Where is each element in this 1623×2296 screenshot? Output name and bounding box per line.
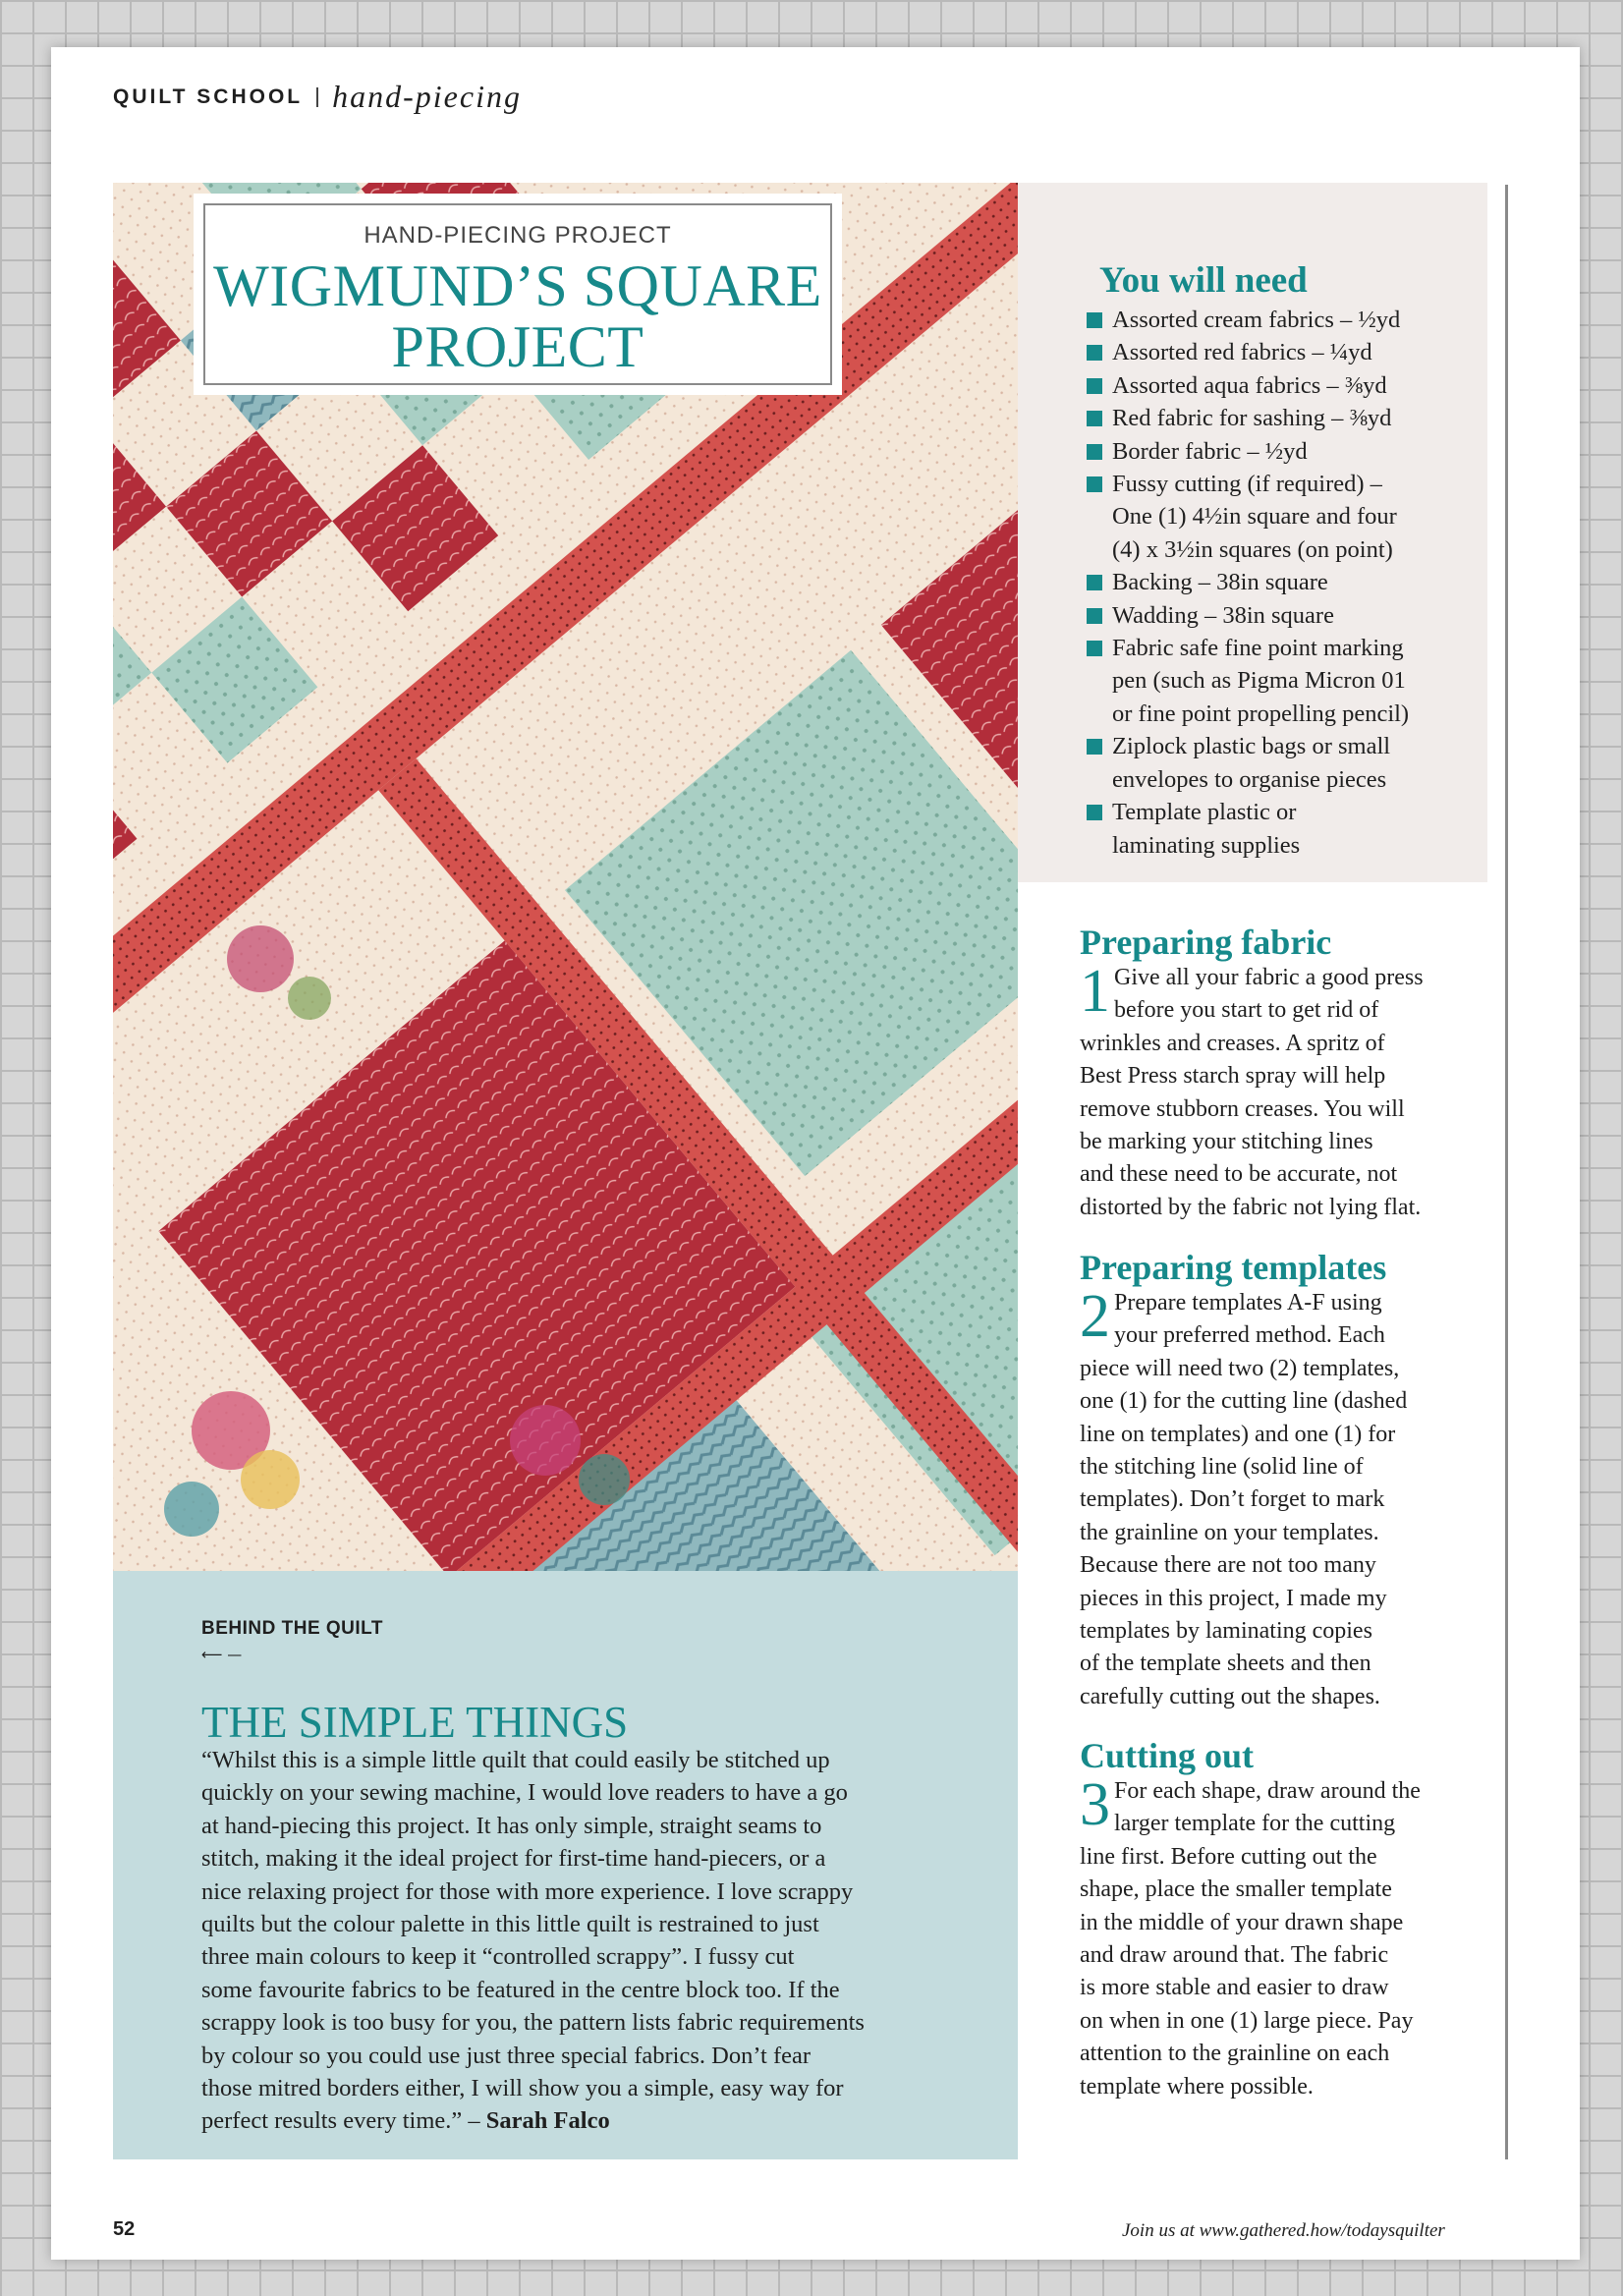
bullet-square-icon — [1087, 641, 1102, 656]
bullet-square-icon — [1087, 476, 1102, 492]
step-line: remove stubborn creases. You will — [1080, 1095, 1405, 1122]
step-line: be marking your stitching lines — [1080, 1129, 1373, 1155]
divider — [316, 87, 318, 107]
footer-url: Join us at www.gathered.how/todaysquilter — [1122, 2220, 1445, 2241]
material-line: Template plastic or — [1112, 799, 1297, 826]
behind-label: BEHIND THE QUILT — [201, 1618, 383, 1639]
material-line: laminating supplies — [1112, 831, 1301, 859]
bullet-square-icon — [1087, 345, 1102, 361]
step-text — [1080, 1771, 1492, 2103]
step-line: and these need to be accurate, not — [1080, 1161, 1398, 1188]
material-item — [1087, 304, 1480, 336]
material-item — [1087, 730, 1480, 796]
section-label: QUILT SCHOOL — [113, 84, 304, 108]
step-line: carefully cutting out the shapes. — [1080, 1683, 1380, 1709]
step-heading: Preparing templates — [1080, 1248, 1387, 1287]
step-text — [1080, 1283, 1492, 1713]
material-line: One (1) 4½in square and four — [1112, 503, 1397, 531]
quote-author: Sarah Falco — [485, 2107, 610, 2135]
quote-line — [201, 2104, 948, 2137]
material-item — [1087, 599, 1480, 632]
step-line: Best Press starch spray will help — [1080, 1063, 1386, 1090]
material-line: Assorted aqua fabrics – ⅜yd — [1112, 371, 1387, 399]
designer-quote — [201, 1744, 948, 2138]
materials-list — [1087, 304, 1480, 862]
quote-line: quickly on your sewing machine, I would love readers to have a go — [201, 1779, 848, 1807]
material-item — [1087, 435, 1480, 468]
step-line: Because there are not too many — [1080, 1552, 1376, 1579]
step-line: Give all your fabric a good press — [1114, 965, 1424, 990]
material-item — [1087, 336, 1480, 368]
quote-line: “Whilst this is a simple little quilt that could easily be stitched up — [201, 1747, 830, 1773]
step-line: is more stable and easier to draw — [1080, 1975, 1389, 2001]
quote-line: stitch, making it the ideal project for first-time hand-piecers, or a — [201, 1845, 826, 1873]
material-line: Red fabric for sashing – ⅜yd — [1112, 405, 1392, 432]
behind-the-quilt-panel — [113, 1571, 1018, 2159]
step-line: For each shape, draw around the — [1114, 1778, 1421, 1804]
step-number: 2 — [1080, 1283, 1110, 1350]
material-line: Assorted cream fabrics – ½yd — [1112, 307, 1401, 333]
step-line: larger template for the cutting — [1114, 1811, 1396, 1837]
behind-heading: THE SIMPLE THINGS — [201, 1698, 629, 1747]
step-line: in the middle of your drawn shape — [1080, 1909, 1404, 1935]
bullet-square-icon — [1087, 411, 1102, 426]
bullet-square-icon — [1087, 312, 1102, 328]
step-line: before you start to get rid of — [1114, 997, 1379, 1024]
step-line: Prepare templates A-F using — [1114, 1290, 1382, 1316]
step-section — [1080, 1736, 1492, 2103]
column-rule — [1505, 185, 1508, 2159]
bullet-square-icon — [1087, 608, 1102, 624]
step-section — [1080, 923, 1492, 1224]
step-line: line first. Before cutting out the — [1080, 1843, 1377, 1870]
material-line: (4) x 3½in squares (on point) — [1112, 535, 1393, 563]
step-line: on when in one (1) large piece. Pay — [1080, 2007, 1414, 2034]
bullet-square-icon — [1087, 444, 1102, 460]
step-number: 3 — [1080, 1771, 1110, 1838]
quote-line: nice relaxing project for those with more experience. I love scrappy — [201, 1877, 854, 1905]
step-line: attention to the grainline on each — [1080, 2041, 1390, 2067]
step-line: templates). Don’t forget to mark — [1080, 1486, 1385, 1513]
quote-line: three main colours to keep it “controlled scrappy”. I fussy cut — [201, 1943, 795, 1971]
material-item — [1087, 566, 1480, 598]
material-item — [1087, 796, 1480, 862]
magazine-page — [51, 47, 1580, 2260]
step-heading: Preparing fabric — [1080, 923, 1332, 962]
quote-last-text: perfect results every time.” – — [201, 2107, 486, 2135]
quote-line: those mitred borders either, I will show you a simple, easy way for — [201, 2075, 844, 2102]
step-line: line on templates) and one (1) for — [1080, 1421, 1396, 1447]
step-line: distorted by the fabric not lying flat. — [1080, 1194, 1422, 1220]
step-line: templates by laminating copies — [1080, 1618, 1372, 1645]
step-line: piece will need two (2) templates, — [1080, 1355, 1400, 1381]
bullet-square-icon — [1087, 805, 1102, 820]
material-item — [1087, 468, 1480, 566]
title-kicker: HAND-PIECING PROJECT — [364, 222, 672, 249]
step-line: one (1) for the cutting line (dashed — [1080, 1388, 1408, 1415]
title-line: PROJECT — [391, 314, 644, 379]
running-head — [113, 79, 522, 115]
material-line: Fabric safe fine point marking — [1112, 635, 1404, 662]
material-line: Wadding – 38in square — [1112, 601, 1334, 629]
material-line: Fussy cutting (if required) – — [1112, 471, 1382, 498]
quote-line: at hand-piecing this project. It has only simple, straight seams to — [201, 1812, 822, 1839]
material-line: Assorted red fabrics – ¼yd — [1112, 339, 1372, 366]
step-line: wrinkles and creases. A spritz of — [1080, 1030, 1385, 1056]
step-line: of the template sheets and then — [1080, 1651, 1371, 1677]
material-item — [1087, 369, 1480, 402]
material-line: Ziplock plastic bags or small — [1112, 733, 1391, 760]
project-title — [205, 255, 830, 377]
topic-label: hand-piecing — [332, 79, 522, 114]
bullet-square-icon — [1087, 378, 1102, 394]
arrow-icon: ⟵ — — [201, 1646, 243, 1663]
step-text — [1080, 958, 1492, 1224]
step-line: template where possible. — [1080, 2073, 1314, 2100]
title-line: WIGMUND’S SQUARE — [213, 253, 822, 318]
step-line: and draw around that. The fabric — [1080, 1942, 1389, 1969]
step-line: shape, place the smaller template — [1080, 1876, 1392, 1903]
you-will-need-panel — [1018, 183, 1487, 882]
step-line: the stitching line (solid line of — [1080, 1454, 1364, 1481]
step-section — [1080, 1248, 1492, 1713]
material-line: envelopes to organise pieces — [1112, 765, 1387, 793]
step-line: your preferred method. Each — [1114, 1322, 1385, 1349]
bullet-square-icon — [1087, 575, 1102, 590]
material-line: or fine point propelling pencil) — [1112, 700, 1410, 727]
quote-line: quilts but the colour palette in this little quilt is restrained to just — [201, 1911, 819, 1938]
title-box — [194, 194, 842, 395]
page-number: 52 — [113, 2218, 136, 2240]
quote-line: by colour so you could use just three special fabrics. Don’t fear — [201, 2042, 812, 2069]
quote-line: scrappy look is too busy for you, the pattern lists fabric requirements — [201, 2009, 865, 2037]
material-line: Backing – 38in square — [1112, 569, 1328, 596]
quote-line: some favourite fabrics to be featured in the centre block too. If the — [201, 1976, 840, 2003]
material-item — [1087, 632, 1480, 730]
step-line: pieces in this project, I made my — [1080, 1585, 1387, 1611]
step-heading: Cutting out — [1080, 1736, 1255, 1775]
material-item — [1087, 402, 1480, 434]
step-line: the grainline on your templates. — [1080, 1519, 1379, 1545]
material-line: Border fabric – ½yd — [1112, 437, 1308, 465]
material-line: pen (such as Pigma Micron 01 — [1112, 667, 1406, 695]
step-number: 1 — [1080, 958, 1110, 1025]
you-will-need-heading: You will need — [1099, 260, 1308, 301]
bullet-square-icon — [1087, 739, 1102, 755]
